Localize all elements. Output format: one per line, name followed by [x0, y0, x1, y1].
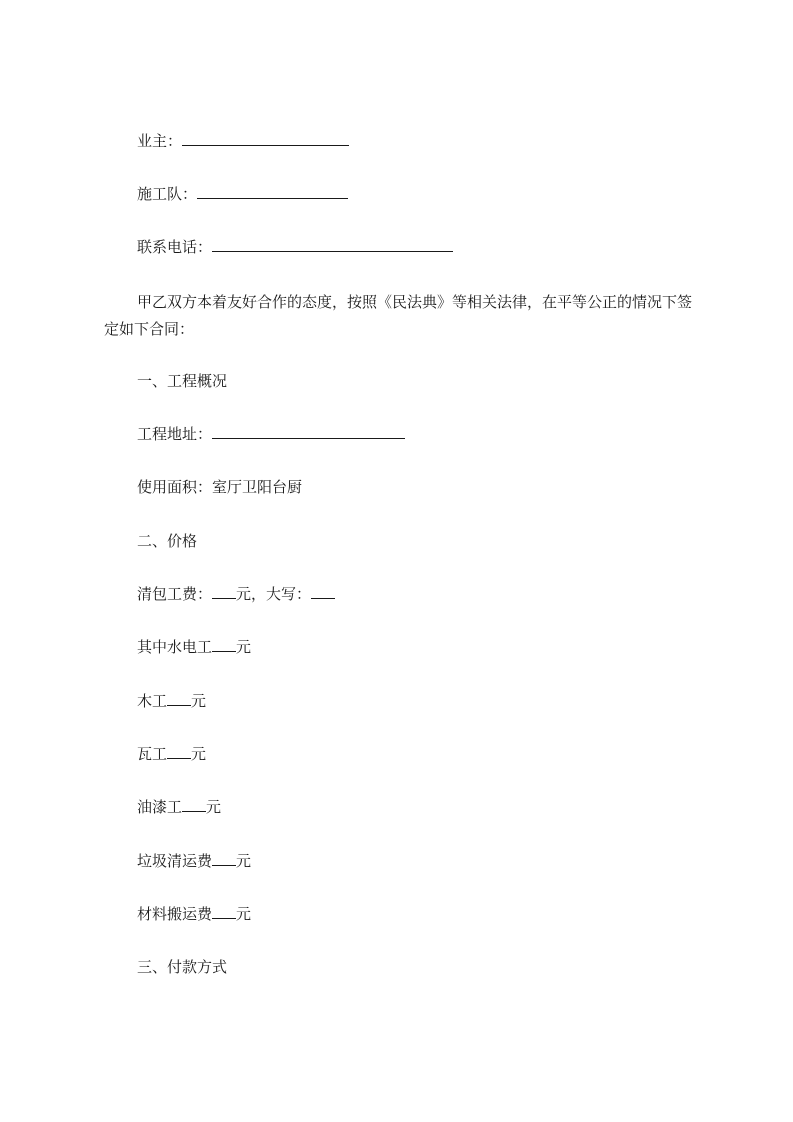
- owner-line: [137, 131, 349, 151]
- team-line: [137, 184, 348, 204]
- fee-item-line: [137, 637, 251, 657]
- fee-item-label: 垃圾清运费: [137, 852, 213, 870]
- fee-item-unit: 元: [191, 745, 207, 763]
- fee-item-blank[interactable]: [167, 691, 191, 706]
- fee-item-unit: 元: [236, 638, 252, 656]
- phone-line: [137, 237, 453, 257]
- fee-item-line: [137, 904, 251, 924]
- fee-item-label: 木工: [137, 692, 168, 710]
- section1-title: 一、工程概况: [137, 372, 228, 390]
- fee-item-blank[interactable]: [182, 797, 206, 812]
- fee-item-unit: 元: [191, 692, 207, 710]
- address-blank[interactable]: [212, 424, 405, 439]
- fee-item-label: 其中水电工: [137, 638, 213, 656]
- address-line: [137, 424, 405, 444]
- fee-item-unit: 元: [236, 905, 252, 923]
- fee-item-line: [137, 797, 221, 817]
- fee-item-line: [137, 744, 206, 764]
- section2-title: 二、价格: [137, 532, 198, 550]
- intro-paragraph: 甲乙双方本着友好合作的态度，按照《民法典》等相关法律，在平等公正的情况下签定如下合同：: [104, 293, 693, 338]
- fee-item-line: [137, 851, 251, 871]
- phone-label: 联系电话：: [137, 238, 213, 256]
- total-fee-unit: 元，大写：: [236, 585, 312, 603]
- fee-item-label: 瓦工: [137, 745, 168, 763]
- area-line: 使用面积：室厅卫阳台厨: [137, 478, 303, 496]
- fee-item-blank[interactable]: [167, 744, 191, 759]
- total-fee-blank[interactable]: [212, 584, 236, 599]
- team-label: 施工队：: [137, 185, 198, 203]
- total-fee-label: 清包工费：: [137, 585, 213, 603]
- fee-item-unit: 元: [206, 798, 222, 816]
- fee-item-blank[interactable]: [212, 904, 236, 919]
- fee-item-blank[interactable]: [212, 637, 236, 652]
- fee-item-label: 油漆工: [137, 798, 183, 816]
- address-label: 工程地址：: [137, 425, 213, 443]
- total-fee-line: [137, 584, 335, 604]
- fee-item-blank[interactable]: [212, 851, 236, 866]
- fee-item-label: 材料搬运费: [137, 905, 213, 923]
- total-fee-words-blank[interactable]: [311, 584, 335, 599]
- owner-label: 业主：: [137, 132, 183, 150]
- section3-title: 三、付款方式: [137, 958, 228, 976]
- team-blank[interactable]: [197, 184, 348, 199]
- fee-item-line: [137, 691, 206, 711]
- fee-item-unit: 元: [236, 852, 252, 870]
- phone-blank[interactable]: [212, 237, 453, 252]
- owner-blank[interactable]: [182, 131, 349, 146]
